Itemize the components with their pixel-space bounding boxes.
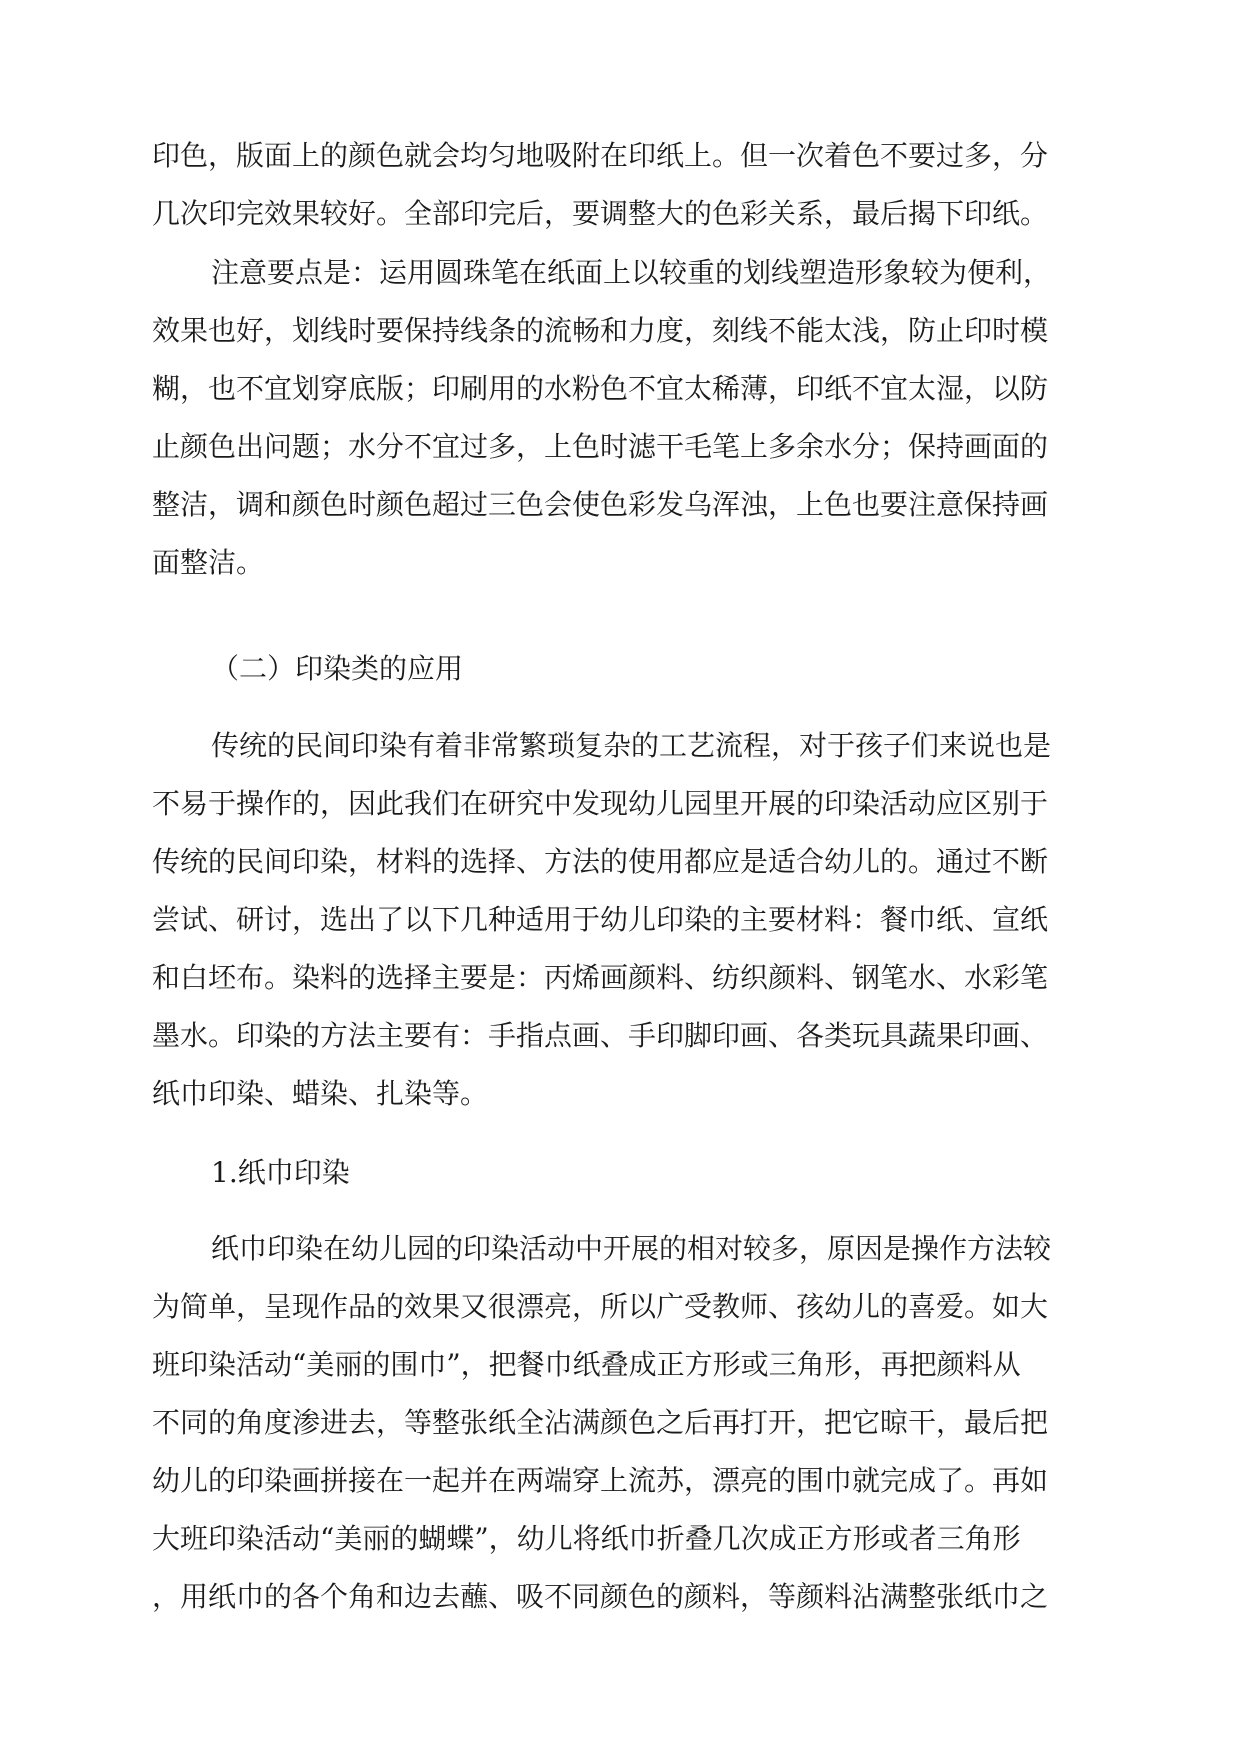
text-line: 糊，也不宜划穿底版；印刷用的水粉色不宜太稀薄，印纸不宜太湿，以防 xyxy=(152,372,1049,405)
text-line: 大班印染活动“美丽的蝴蝶”，幼儿将纸巾折叠几次成正方形或者三角形 xyxy=(152,1522,1021,1555)
text-line: ，用纸巾的各个角和边去蘸、吸不同颜色的颜料，等颜料沾满整张纸巾之 xyxy=(152,1580,1049,1613)
text-line: 传统的民间印染，材料的选择、方法的使用都应是适合幼儿的。通过不断 xyxy=(152,845,1049,878)
text-line: 整洁，调和颜色时颜色超过三色会使色彩发乌浑浊，上色也要注意保持画 xyxy=(152,488,1049,521)
text-line: 和白坯布。染料的选择主要是：丙烯画颜料、纺织颜料、钢笔水、水彩笔 xyxy=(152,961,1049,994)
text-line: 幼儿的印染画拼接在一起并在两端穿上流苏，漂亮的围巾就完成了。再如 xyxy=(152,1464,1049,1497)
text-line: 印色，版面上的颜色就会均匀地吸附在印纸上。但一次着色不要过多，分 xyxy=(152,139,1049,172)
text-line: 纸巾印染在幼儿园的印染活动中开展的相对较多，原因是操作方法较 xyxy=(211,1232,1052,1265)
paragraph-section xyxy=(152,717,1092,1123)
section-heading: （二）印染类的应用 xyxy=(211,652,464,685)
subsection-heading: 1.纸巾印染 xyxy=(211,1156,350,1189)
text-line: 传统的民间印染有着非常繁琐复杂的工艺流程，对于孩子们来说也是 xyxy=(211,729,1052,762)
paragraph-intro xyxy=(152,127,1092,243)
paragraph-subsection xyxy=(152,1220,1092,1626)
text-line: 注意要点是：运用圆珠笔在纸面上以较重的划线塑造形象较为便利， xyxy=(211,256,1052,289)
text-line: 纸巾印染、蜡染、扎染等。 xyxy=(152,1077,489,1110)
text-line: 效果也好，划线时要保持线条的流畅和力度，刻线不能太浅，防止印时模 xyxy=(152,314,1049,347)
text-line: 为简单，呈现作品的效果又很漂亮，所以广受教师、孩幼儿的喜爱。如大 xyxy=(152,1290,1049,1323)
text-line: 面整洁。 xyxy=(152,546,265,579)
text-line: 墨水。印染的方法主要有：手指点画、手印脚印画、各类玩具蔬果印画、 xyxy=(152,1019,1049,1052)
text-line: 几次印完效果较好。全部印完后，要调整大的色彩关系，最后揭下印纸。 xyxy=(152,197,1049,230)
text-line: 不同的角度渗进去，等整张纸全沾满颜色之后再打开，把它晾干，最后把 xyxy=(152,1406,1049,1439)
paragraph-notes xyxy=(152,244,1092,592)
text-line: 不易于操作的，因此我们在研究中发现幼儿园里开展的印染活动应区别于 xyxy=(152,787,1049,820)
text-line: 止颜色出问题；水分不宜过多，上色时滤干毛笔上多余水分；保持画面的 xyxy=(152,430,1049,463)
text-line: 班印染活动“美丽的围巾”，把餐巾纸叠成正方形或三角形，再把颜料从 xyxy=(152,1348,1021,1381)
text-line: 尝试、研讨，选出了以下几种适用于幼儿印染的主要材料：餐巾纸、宣纸 xyxy=(152,903,1049,936)
